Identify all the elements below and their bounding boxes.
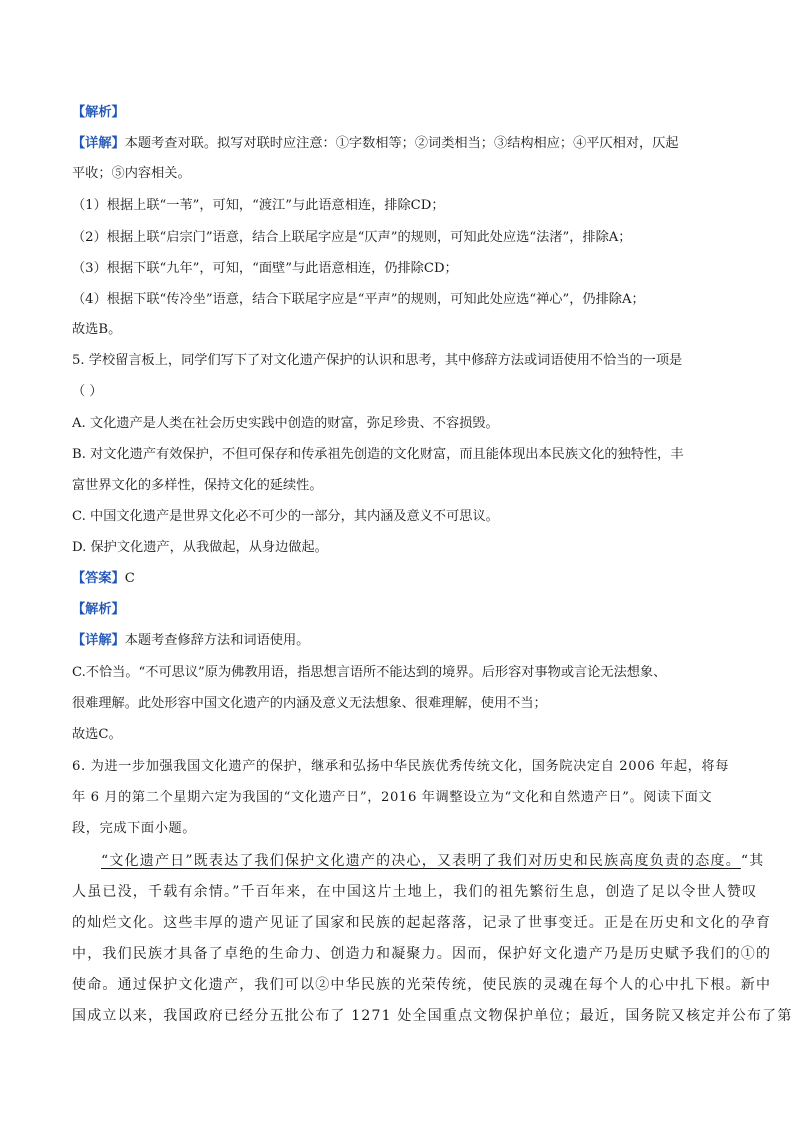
detail-line-1 xyxy=(72,134,679,154)
option-d: D. 保护文化遗产，从我做起，从身边做起。 xyxy=(72,540,328,555)
question-6-stem-3: 段，完成下面小题。 xyxy=(72,821,197,836)
question-5-blank: （ ） xyxy=(72,384,103,399)
question-6-stem-2: 年 6 月的第二个星期六定为我国的“文化遗产日”，2016 年调整设立为“文化和自然遗产日”。阅读下面文 xyxy=(72,790,713,805)
passage-line-5: 使命。通过保护文化遗产，我们可以②中华民族的光荣传统，使民族的灵魂在每个人的心中扎下根。新中 xyxy=(72,977,772,993)
passage-line-1-rest: “其 xyxy=(740,853,765,869)
question-5-stem: 5. 学校留言板上，同学们写下了对文化遗产保护的认识和思考，其中修辞方法或词语使用不恰当的一项是 xyxy=(72,353,683,368)
detail-text-q5: 本题考查修辞方法和词语使用。 xyxy=(124,633,310,648)
answer-line xyxy=(72,569,135,589)
item-3: （3）根据下联“九年”，可知，“面壁”与此语意相连，仍排除CD； xyxy=(72,261,458,276)
passage-line-3: 的灿烂文化。这些丰厚的遗产见证了国家和民族的起起落落，记录了世事变迁。正是在历史和文化的孕育 xyxy=(72,915,772,931)
passage-line-1 xyxy=(101,851,764,871)
option-b-line-1: B. 对文化遗产有效保护，不但可保存和传承祖先创造的文化财富，而且能体现出本民族文化的独特性，丰 xyxy=(72,447,684,462)
detail-text-1: 本题考查对联。拟写对联时应注意：①字数相等；②词类相当；③结构相应；④平仄相对，仄起 xyxy=(124,136,679,151)
detail-tag-2: 【详解】 xyxy=(72,633,125,648)
option-c: C. 中国文化遗产是世界文化必不可少的一部分，其内涵及意义不可思议。 xyxy=(72,509,499,524)
passage-line-2: 人虽已没，千载有余情。”千百年来，在中国这片土地上，我们的祖先繁衍生息，创造了足以令世人赞叹 xyxy=(72,884,758,900)
passage-line-6: 国成立以来，我国政府已经分五批公布了 1271 处全国重点文物保护单位；最近，国务院又核定并公布了第 xyxy=(72,1008,793,1024)
detail-line-q5 xyxy=(72,631,309,651)
option-a: A. 文化遗产是人类在社会历史实践中创造的财富，弥足珍贵、不容损毁。 xyxy=(72,416,499,431)
detail-line-2: 平收；⑤内容相关。 xyxy=(72,166,191,181)
item-1: （1）根据上联“一苇”，可知，“渡江”与此语意相连，排除CD； xyxy=(72,198,445,213)
analysis-tag-2: 【解析】 xyxy=(72,602,125,617)
item-2: （2）根据上联“启宗门”语意，结合上联尾字应是“仄声”的规则，可知此处应选“法渚”，排除A； xyxy=(72,230,632,245)
answer-tag: 【答案】 xyxy=(72,571,125,586)
answer-value: C xyxy=(124,571,135,586)
detail-tag: 【详解】 xyxy=(72,136,125,151)
option-b-line-2: 富世界文化的多样性，保持文化的延续性。 xyxy=(72,478,323,493)
passage-line-4: 中，我们民族才具备了卓绝的生命力、创造力和凝聚力。因而，保护好文化遗产乃是历史赋予我们的①的 xyxy=(72,946,772,962)
conclusion-1: 故选B。 xyxy=(72,322,122,337)
underlined-sentence: “文化遗产日”既表达了我们保护文化遗产的决心，又表明了我们对历史和民族高度负责的态度。 xyxy=(101,853,741,869)
item-4: （4）根据下联“传冷坐”语意，结合下联尾字应是“平声”的规则，可知此处应选“禅心”，仍排除A； xyxy=(72,292,645,307)
explanation-line-2: 很难理解。此处形容中国文化遗产的内涵及意义无法想象、很难理解，使用不当； xyxy=(72,696,547,711)
conclusion-2: 故选C。 xyxy=(72,727,122,742)
explanation-line-1: C.不恰当。“不可思议”原为佛教用语，指思想言语所不能达到的境界。后形容对事物或言论无法想象、 xyxy=(72,665,667,680)
question-6-stem-1: 6. 为进一步加强我国文化遗产的保护，继承和弘扬中华民族优秀传统文化，国务院决定自 2006 年起，将每 xyxy=(72,759,729,774)
analysis-tag: 【解析】 xyxy=(72,105,125,120)
